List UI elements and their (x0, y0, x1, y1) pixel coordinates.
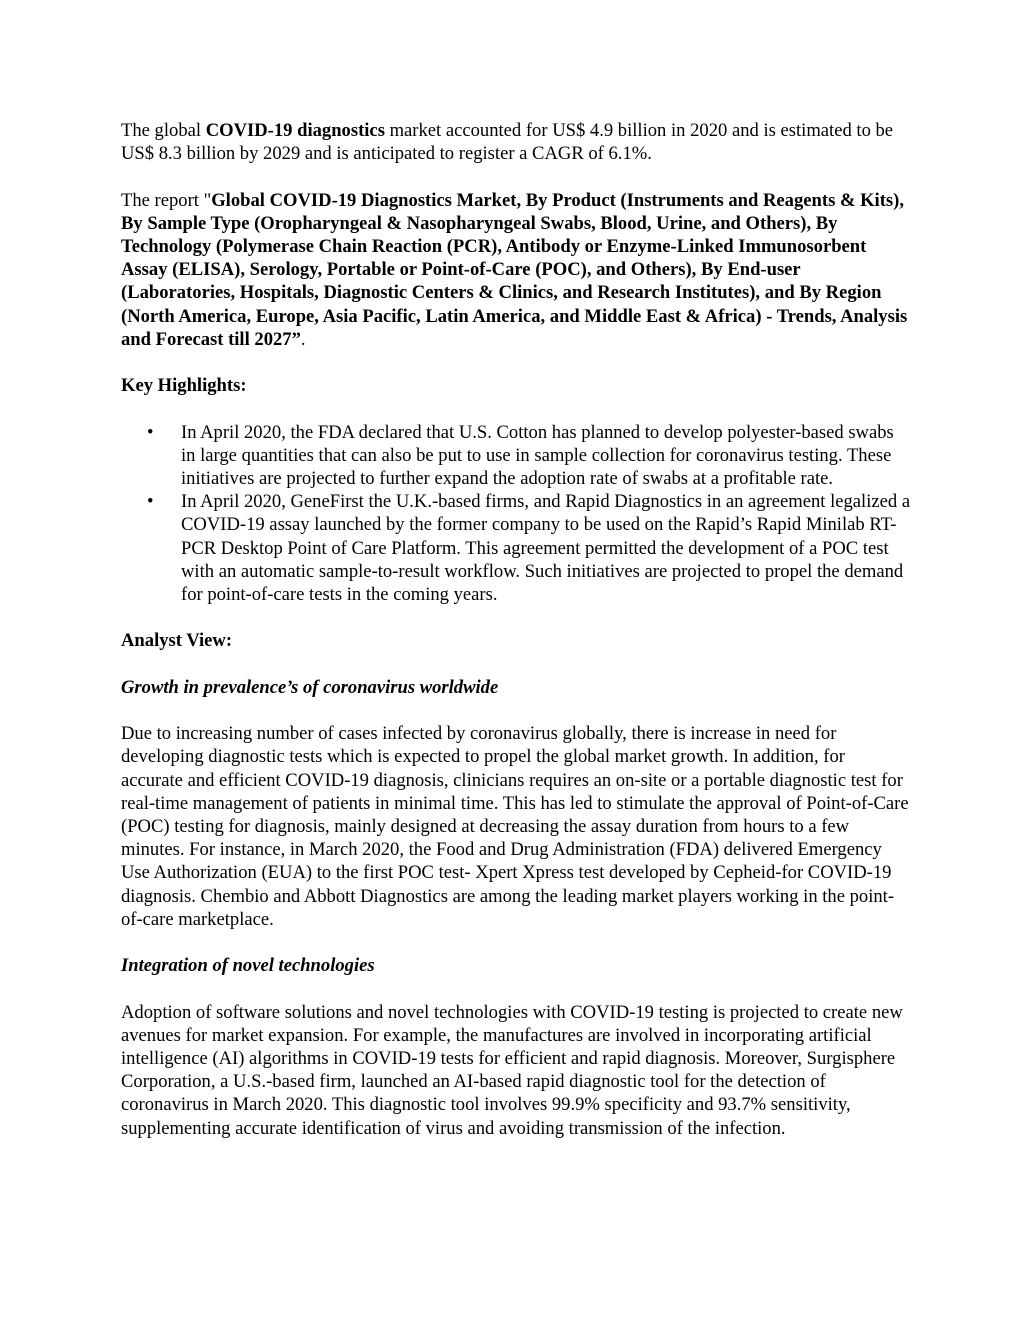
document-page (121, 119, 911, 1163)
bullet-icon: • (147, 491, 154, 513)
analyst-view-heading: Analyst View: (121, 630, 233, 652)
bullet-icon: • (147, 421, 154, 443)
key-highlights-list (121, 421, 911, 607)
intro-rest: market accounted for US$ 4.9 billion in 2020 and is estimated to be US$ 8.3 billion by 2029 and is anticipated to register a CAGR of 6.1%. (121, 120, 894, 165)
section-body-integration: Adoption of software solutions and novel technologies with COVID-19 testing is projected to create new avenues for market expansion. For example, the manufactures are involved in incorporating artificial intelligence (AI) algorithms in COVID-19 tests for efficient and rapid diagnosis. Moreover, Surgisphere Corporation, a U.S.-based firm, launched an AI-based rapid diagnostic tool for the detection of coronavirus in March 2020. This diagnostic tool involves 99.9% specificity and 93.7% sensitivity, supplementing accurate identification of virus and avoiding transmission of the infection. (121, 1001, 903, 1139)
report-title: Global COVID-19 Diagnostics Market, By Product (Instruments and Reagents & Kits), By Sample Type (Oropharyngeal & Nasopharyngeal Swabs, Blood, Urine, and Others), By Technology (Polymerase Chain Reaction (PCR), Antibody or Enzyme-Linked Immunosorbent Assay (ELISA), Serology, Portable or Point-of-Care (POC), and Others), By End-user (Laboratories, Hospitals, Diagnostic Centers & Clinics, and Research Institutes), and By Region (North America, Europe, Asia Pacific, Latin America, and Middle East & Africa) - Trends, Analysis and Forecast till 2027” (121, 189, 908, 350)
intro-prefix: The global (121, 120, 206, 141)
report-suffix: . (300, 328, 306, 350)
list-item (121, 490, 911, 606)
highlight-text: In April 2020, the FDA declared that U.S. Cotton has planned to develop polyester-based swabs in large quantities that can also be put to use in sample collection for coronavirus testing. These initiatives are projected to further expand the adoption rate of swabs at a profitable rate. (181, 421, 894, 489)
intro-paragraph (121, 119, 911, 165)
report-prefix: The report " (121, 189, 212, 211)
list-item (121, 421, 911, 491)
key-highlights-heading: Key Highlights: (121, 375, 247, 397)
section-subheading-integration: Integration of novel technologies (121, 955, 375, 977)
section-body-growth: Due to increasing number of cases infected by coronavirus globally, there is increase in need for developing diagnostic tests which is expected to propel the global market growth. In addition, for accurate and efficient COVID-19 diagnosis, clinicians requires an on-site or a portable diagnostic test for real-time management of patients in minimal time. This has led to stimulate the approval of Point-of-Care (POC) testing for diagnosis, mainly designed at decreasing the assay duration from hours to a few minutes. For instance, in March 2020, the Food and Drug Administration (FDA) delivered Emergency Use Authorization (EUA) to the first POC test- Xpert Xpress test developed by Cepheid-for COVID-19 diagnosis. Chembio and Abbott Diagnostics are among the leading market players working in the point-of-care marketplace. (121, 723, 909, 930)
highlight-text: In April 2020, GeneFirst the U.K.-based firms, and Rapid Diagnostics in an agreement legalized a COVID-19 assay launched by the former company to be used on the Rapid’s Rapid Minilab RT-PCR Desktop Point of Care Platform. This agreement permitted the development of a POC test with an automatic sample-to-result workflow. Such initiatives are projected to propel the demand for point-of-care tests in the coming years. (181, 491, 911, 606)
intro-bold-term: COVID-19 diagnostics (205, 120, 385, 141)
report-paragraph (121, 189, 911, 351)
section-subheading-growth: Growth in prevalence’s of coronavirus worldwide (121, 676, 499, 698)
